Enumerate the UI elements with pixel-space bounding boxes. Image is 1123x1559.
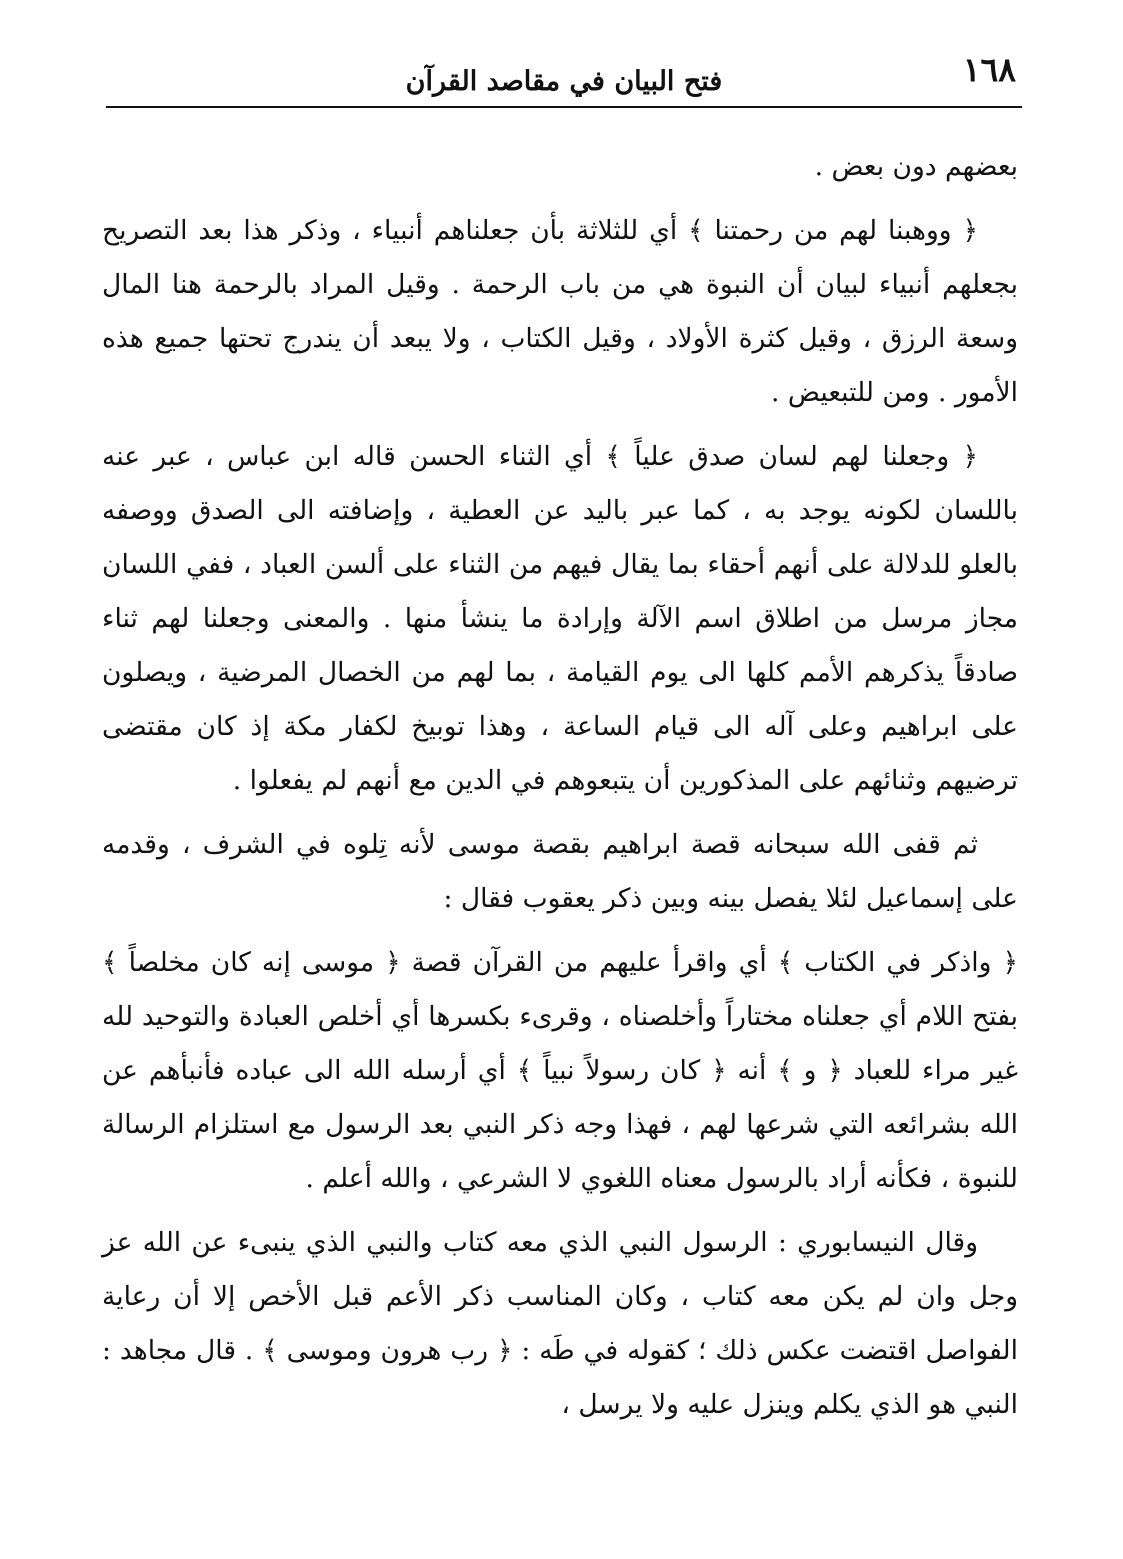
- paragraph-continuation: بعضهم دون بعض .: [814, 151, 1018, 182]
- header-divider: [106, 106, 1022, 108]
- page-header: [108, 48, 1020, 102]
- paragraph-mercy: ﴿ ووهبنا لهم من رحمتنا ﴾ أي للثلاثة بأن جعلناهم أنبياء ، وذكر هذا بعد التصريح بجعلهم أنبياء لبيان أن النبوة هي من باب الرحمة . وقيل المراد بالرحمة هنا المال وسعة الرزق ، وقيل كثرة الأولاد ، وقيل الكتاب ، ولا يبعد أن يندرج تحتها جميع هذه الأمور . ومن للتبعيض .: [102, 215, 1018, 408]
- paragraph-remember-in-book: ﴿ واذكر في الكتاب ﴾ أي واقرأ عليهم من القرآن قصة ﴿ موسى إنه كان مخلصاً ﴾ بفتح اللام أي جعلناه مختاراً وأخلصناه ، وقرىء بكسرها أي أخلص العبادة والتوحيد لله غير مراء للعباد ﴿ و ﴾ أنه ﴿ كان رسولاً نبياً ﴾ أي أرسله الله الى عباده فأنبأهم عن الله بشرائعه التي شرعها لهم ، فهذا وجه ذكر النبي بعد الرسول مع استلزام الرسالة للنبوة ، فكأنه أراد بالرسول معناه اللغوي لا الشرعي ، والله أعلم .: [102, 947, 1018, 1194]
- paragraph-tongue-of-truth: ﴿ وجعلنا لهم لسان صدق علياً ﴾ أي الثناء الحسن قاله ابن عباس ، عبر عنه باللسان لكونه يوجد به ، كما عبر باليد عن العطية ، وإضافته الى الصدق ووصفه بالعلو للدلالة على أنهم أحقاء بما يقال فيهم من الثناء على ألسن العباد ، ففي اللسان مجاز مرسل من اطلاق اسم الآلة وإرادة ما ينشأ منها . والمعنى وجعلنا لهم ثناء صادقاً يذكرهم الأمم كلها الى يوم القيامة ، بما لهم من الخصال المرضية ، ويصلون على ابراهيم وعلى آله الى قيام الساعة ، وهذا توبيخ لكفار مكة إذ كان مقتضى ترضيهم وثنائهم على المذكورين أن يتبعوهم في الدين مع أنهم لم يفعلوا .: [102, 441, 1018, 796]
- paragraph-moses-intro: ثم قفى الله سبحانه قصة ابراهيم بقصة موسى لأنه تِلوه في الشرف ، وقدمه على إسماعيل لئلا يفصل بينه وبين ذكر يعقوب فقال :: [102, 829, 1018, 914]
- page-number: ١٦٨: [962, 50, 1016, 89]
- paragraph-naysaburi: وقال النيسابوري : الرسول النبي الذي معه كتاب والنبي الذي ينبىء عن الله عز وجل وان لم يكن معه كتاب ، وكان المناسب ذكر الأعم قبل الأخص إلا أن رعاية الفواصل اقتضت عكس ذلك ؛ كقوله في طَه : ﴿ رب هرون وموسى ﴾ . قال مجاهد : النبي هو الذي يكلم وينزل عليه ولا يرسل ،: [102, 1227, 1018, 1420]
- body-text: [102, 140, 1018, 1442]
- running-title: فتح البيان في مقاصد القرآن: [405, 66, 723, 97]
